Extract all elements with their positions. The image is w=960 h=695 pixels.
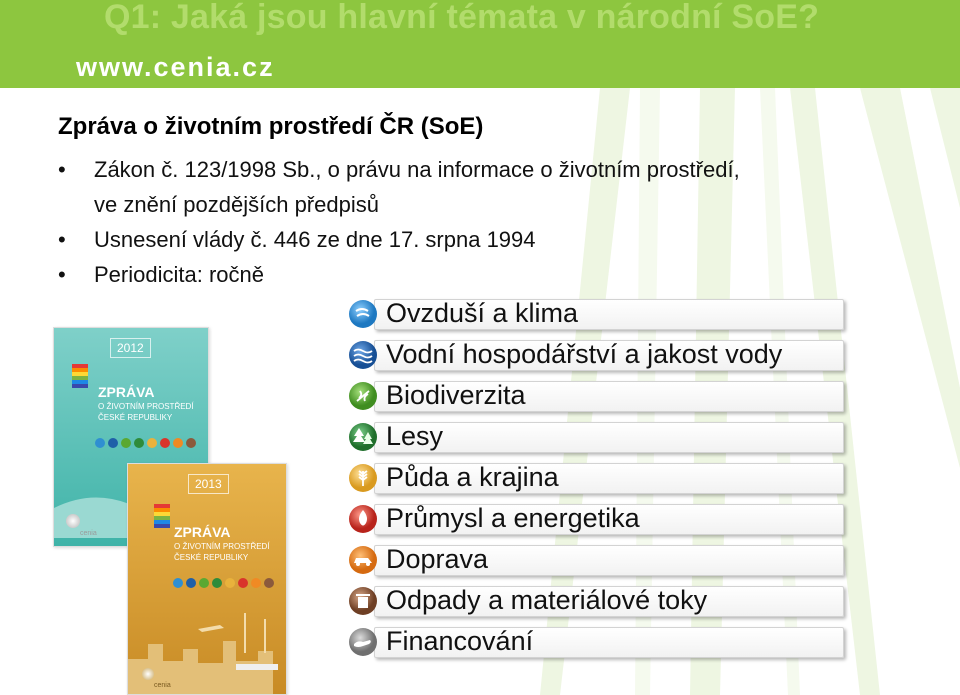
theme-item-air xyxy=(346,298,846,332)
cover-year: 2012 xyxy=(110,338,151,358)
cenia-logo-icon xyxy=(66,514,80,528)
cover-subtitle: ČESKÉ REPUBLIKY xyxy=(98,413,173,422)
theme-item-biodiversity xyxy=(346,380,846,414)
theme-item-finance xyxy=(346,626,846,660)
cover-brand: cenia xyxy=(154,682,171,689)
cover-brand: cenia xyxy=(80,530,97,537)
cover-subtitle: O ŽIVOTNÍM PROSTŘEDÍ xyxy=(174,542,270,551)
cover-subtitle: O ŽIVOTNÍM PROSTŘEDÍ xyxy=(98,402,194,411)
cover-title: ZPRÁVA xyxy=(174,524,231,540)
header-band xyxy=(0,0,960,88)
theme-item-transport xyxy=(346,544,846,578)
bullet-text-continued: ve znění pozdějších předpisů xyxy=(94,192,379,217)
bullet-text: • Usnesení vlády č. 446 ze dne 17. srpna 1994 xyxy=(94,227,536,252)
bullet-text: • Zákon č. 123/1998 Sb., o právu na informace o životním prostředí, xyxy=(94,157,740,182)
theme-item-soil xyxy=(346,462,846,496)
air-icon xyxy=(348,299,378,329)
bullet-text: • Periodicita: ročně xyxy=(94,262,264,287)
cover-theme-icons xyxy=(172,576,282,590)
bullet-item-law xyxy=(58,152,740,222)
theme-item-forests xyxy=(346,421,846,455)
theme-label: Odpady a materiálové toky xyxy=(386,585,708,615)
theme-label: Financování xyxy=(386,626,534,656)
cover-color-bars xyxy=(154,504,170,528)
bullet-list xyxy=(58,152,740,292)
section-title: Zpráva o životním prostředí ČR (SoE) xyxy=(58,113,484,140)
website-url: www.cenia.cz xyxy=(76,52,275,82)
theme-item-water xyxy=(346,339,846,373)
slide-title: Q1: Jaká jsou hlavní témata v národní SoE? xyxy=(104,0,820,36)
theme-label: Ovzduší a klima xyxy=(386,298,579,328)
cover-color-bars xyxy=(72,364,88,388)
waste-icon xyxy=(348,586,378,616)
transport-icon xyxy=(348,545,378,575)
biodiversity-icon xyxy=(348,381,378,411)
industry-icon xyxy=(348,504,378,534)
cover-footer-strip xyxy=(236,664,278,670)
cover-year: 2013 xyxy=(188,474,229,494)
cover-subtitle: ČESKÉ REPUBLIKY xyxy=(174,553,249,562)
theme-item-industry xyxy=(346,503,846,537)
water-icon xyxy=(348,340,378,370)
soil-icon xyxy=(348,463,378,493)
cenia-logo-icon xyxy=(142,668,154,680)
theme-label: Vodní hospodářství a jakost vody xyxy=(386,339,783,369)
cover-title: ZPRÁVA xyxy=(98,384,155,400)
theme-item-waste xyxy=(346,585,846,619)
theme-label: Doprava xyxy=(386,544,489,574)
cover-theme-icons xyxy=(94,436,204,450)
forest-icon xyxy=(348,422,378,452)
theme-label: Průmysl a energetika xyxy=(386,503,640,533)
bullet-item-periodicity xyxy=(58,257,740,292)
cover-cityscape-illustration xyxy=(128,599,286,694)
theme-label: Biodiverzita xyxy=(386,380,526,410)
report-cover-2013 xyxy=(127,463,287,695)
bullet-item-resolution xyxy=(58,222,740,257)
theme-label: Lesy xyxy=(386,421,444,451)
theme-bar xyxy=(374,422,844,453)
theme-label: Půda a krajina xyxy=(386,462,559,492)
finance-icon xyxy=(348,627,378,657)
